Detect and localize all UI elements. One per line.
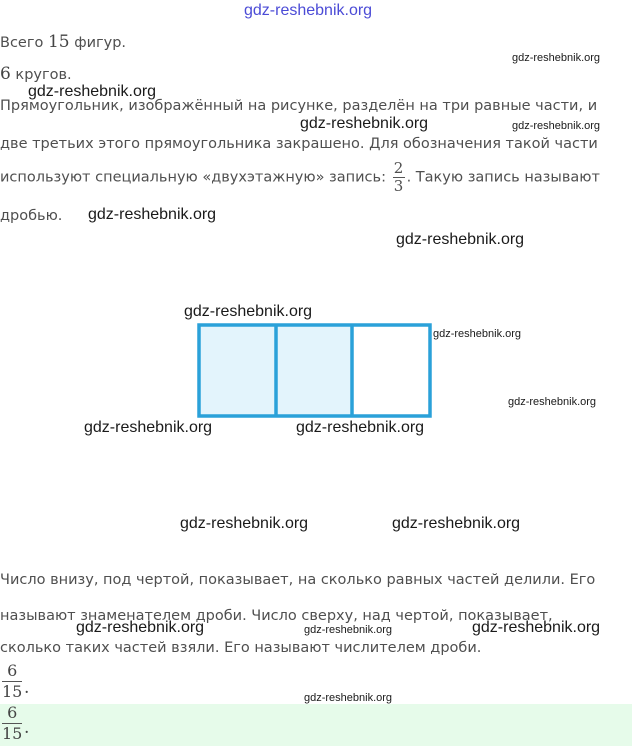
watermark: gdz-reshebnik.org [512,52,601,64]
para1-line1: Прямоугольник, изображённый на рисунке, разделён на три равные части, и [0,98,598,114]
watermark: gdz-reshebnik.org [508,396,597,408]
watermark: gdz-reshebnik.org [433,328,522,340]
answer-fraction-1: 6 15 [2,661,23,701]
rect-part-1 [199,325,276,416]
top-watermark: gdz-reshebnik.org [244,2,373,19]
watermark: gdz-reshebnik.org [300,115,429,132]
watermark: gdz-reshebnik.org [392,515,521,532]
total-figures-line: Всего 15 фигур. [0,32,127,52]
rect-part-2 [276,325,352,416]
watermark: gdz-reshebnik.org [304,624,393,636]
watermark: gdz-reshebnik.org [88,206,217,223]
watermark: gdz-reshebnik.org [84,419,213,436]
answer-dot-1: . [24,678,30,698]
circles-line: 6 кругов. [0,64,72,84]
para1-line3: используют специальную «двухэтажную» запись: $\frac{2}{3}$ . Такую запись называют [0,159,600,195]
watermark: gdz-reshebnik.org [512,120,601,132]
watermark: gdz-reshebnik.org [184,303,313,320]
watermark: gdz-reshebnik.org [76,619,205,636]
answer-dot-2: . [24,718,30,738]
watermark: gdz-reshebnik.org [28,83,157,100]
answer-fraction-2: 6 15 [2,703,23,743]
watermark: gdz-reshebnik.org [396,231,525,248]
watermark: gdz-reshebnik.org [304,692,393,704]
para2-line2: называют знаменателем дроби. Число сверху, над чертой, показывает, [0,608,553,624]
fraction-two-thirds: $\frac{2}{3}$ [393,159,404,195]
para1-line2: две третьих этого прямоугольника закрашено. Для обозначения такой части [0,136,598,152]
para2-line3: сколько таких частей взяли. Его называют числителем дроби. [0,640,482,656]
watermark: gdz-reshebnik.org [296,419,425,436]
watermark: gdz-reshebnik.org [472,619,601,636]
para1-line4: дробью. [0,208,63,224]
rect-part-3 [352,325,430,416]
para2-line1: Число внизу, под чертой, показывает, на сколько равных частей делили. Его [0,572,596,588]
watermark: gdz-reshebnik.org [180,515,309,532]
